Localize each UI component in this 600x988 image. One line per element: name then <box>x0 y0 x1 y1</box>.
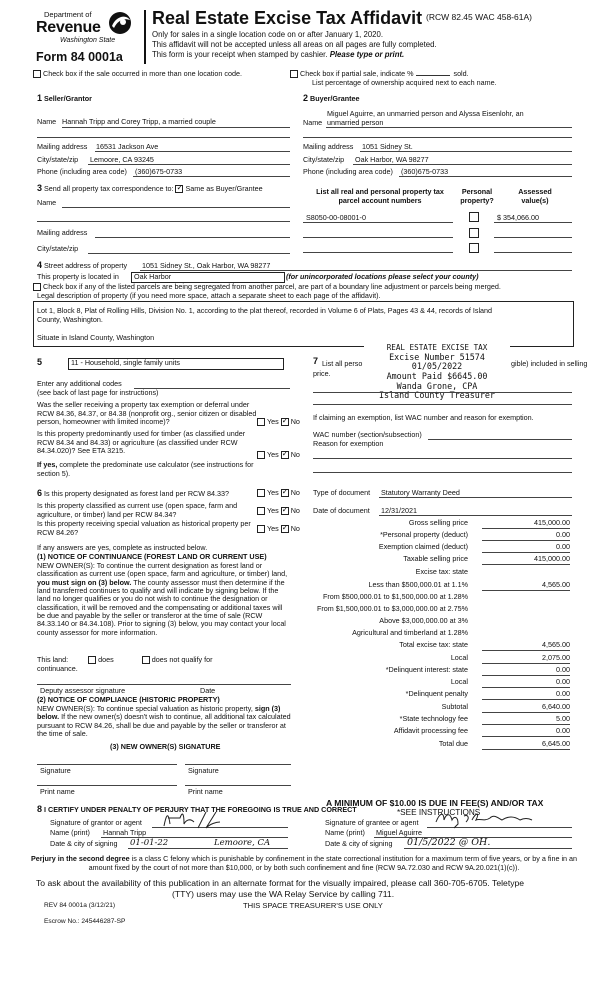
doc-type-label: Type of document <box>313 488 371 497</box>
located-note: (for unincorporated locations please select your county) <box>286 272 479 281</box>
seller-name-line <box>62 127 290 128</box>
seller-mail-label: Mailing address <box>37 142 88 151</box>
deputy-sig-line <box>37 684 291 685</box>
tax-row <box>300 715 570 725</box>
grantor-date-label: Date & city of signing <box>50 839 118 848</box>
legal-line-2: County, Washington. <box>37 315 103 324</box>
tax-row-amount[interactable]: 0.00 <box>482 531 570 541</box>
multi-location-check[interactable]: Check box if the sale occurred in more than one location code. <box>33 70 242 79</box>
additional-codes-label: Enter any additional codes <box>37 379 122 388</box>
see-instructions: *SEE INSTRUCTIONS <box>397 808 481 817</box>
additional-codes-note: (see back of last page for instructions) <box>37 388 159 397</box>
doc-type-line <box>379 497 572 498</box>
dept-line: Department of <box>44 10 92 19</box>
tax-row <box>300 617 570 627</box>
header-note-2: This affidavit will not be accepted unless all areas on all pages are fully completed. <box>152 40 437 49</box>
q-timber: Is this property predominantly used for timber (as classified under RCW 84.34 and 84.33) or agriculture (as classified under RCW 84.34.020)? See ETA 3215. <box>37 429 246 456</box>
segregated-check[interactable]: Check box if any of the listed parcels are being segregated from another parcel, are part of a boundary line adjustment or parcels being merged. <box>33 283 501 292</box>
seller-mail[interactable]: 16531 Jackson Ave <box>96 142 159 151</box>
corr-mail-line <box>95 237 290 238</box>
tax-row-label: *Delinquent penalty <box>405 689 468 698</box>
stamp-name: Wanda Grone, CPA <box>396 380 478 391</box>
buyer-heading: 2 Buyer/Grantee <box>303 93 360 103</box>
property-street-line <box>140 270 572 271</box>
no-checkbox: ✓ <box>281 416 289 426</box>
wac-line <box>428 439 572 440</box>
corr-name-line <box>62 207 290 208</box>
legal-line-3: Situate in Island County, Washington <box>37 333 155 342</box>
assessed-line-1 <box>494 222 572 223</box>
q-historic-yes-no[interactable]: Yes ✓ No <box>257 525 300 534</box>
certify-statement: 8 I CERTIFY UNDER PENALTY OF PERJURY THAT THE FOREGOING IS TRUE AND CORRECT <box>37 804 357 814</box>
minimum-fee-note: A MINIMUM OF $10.00 IS DUE IN FEE(S) AND/OR TAX <box>326 798 544 808</box>
checkbox[interactable] <box>290 70 298 78</box>
owner-sig-label-2: Signature <box>188 766 219 775</box>
q-current-use: Is this property classified as current use (open space, farm and agriculture, or timber) land per RCW 84.34? <box>37 501 238 519</box>
reason-line <box>313 458 572 459</box>
corr-city-label: City/state/zip <box>37 244 79 253</box>
q-forest: 6 Is this property designated as forest land per RCW 84.33? <box>37 488 229 498</box>
tax-row-label: Agricultural and timberland at 1.28% <box>352 628 468 637</box>
buyer-city-line <box>353 164 572 165</box>
q-exemption: Was the seller receiving a property tax exemption or deferral under RCW 84.36, 84.37, or 84.38 (nonprofit org., senior citizen or disabled person, homeowner with limited income)? <box>37 400 257 427</box>
grantor-signature <box>160 808 260 830</box>
tax-row-label: *Personal property (deduct) <box>380 530 468 539</box>
assessed-value[interactable]: $ 354,066.00 <box>497 213 539 222</box>
parcel-line-3 <box>303 252 453 253</box>
legal-box[interactable] <box>33 301 574 347</box>
grantee-sig-label: Signature of grantee or agent <box>325 818 419 827</box>
grantor-name-label: Name (print) <box>50 828 90 837</box>
reason-line-2 <box>313 472 572 473</box>
q-current-use-yes-no[interactable]: Yes ✓ No <box>257 507 300 516</box>
q-historic: Is this property receiving special valuation as historical property per RCW 84.26? <box>37 519 251 537</box>
does-checkbox[interactable] <box>88 656 96 664</box>
sec7-line-2 <box>313 404 572 405</box>
buyer-city[interactable]: Oak Harbor, WA 98277 <box>355 155 429 164</box>
seller-heading: 1 Seller/Grantor <box>37 93 92 103</box>
dept-state: Washington State <box>60 37 116 44</box>
owner-sig-line-1 <box>37 764 177 765</box>
seller-name[interactable]: Hannah Tripp and Corey Tripp, a married couple <box>62 117 216 126</box>
checkbox[interactable] <box>33 283 41 291</box>
assessed-col-header: Assessed value(s) <box>518 187 552 205</box>
grantee-date-line <box>404 848 572 849</box>
tax-row-label: Subtotal <box>441 702 468 711</box>
yes-checkbox <box>257 451 265 459</box>
buyer-name-rule <box>326 127 572 128</box>
tax-row-label: From $500,000.01 to $1,500,000.00 at 1.28% <box>322 592 468 601</box>
seller-city-line <box>88 164 290 165</box>
dept-name: Revenue <box>36 19 101 36</box>
corr-name-label: Name <box>37 198 57 207</box>
tax-row-label: Local <box>450 677 468 686</box>
personal-checkbox-3[interactable] <box>469 243 479 253</box>
tax-row-amount[interactable]: 415,000.00 <box>482 519 570 529</box>
perjury-notice: Perjury in the second degree is a class C felony which is punishable by confinement in the state correctional institution for a maximum term of five years, or by a fine in an amount fixed by the court of not more than $10,000, or by both such confinement and fine (RCW 9A.72.030 and RCW 9A.20.021(1)(c)). <box>30 854 578 872</box>
owner-sig-label-1: Signature <box>40 766 71 775</box>
tax-row-amount[interactable]: 0.00 <box>482 727 570 737</box>
header-note-3: This form is your receipt when stamped by cashier. Please type or print. <box>152 50 405 59</box>
assessed-line-2 <box>494 237 572 238</box>
owner-sig-line-2 <box>185 764 291 765</box>
yes-checkbox <box>257 507 265 515</box>
buyer-city-label: City/state/zip <box>303 155 345 164</box>
no-checkbox: ✓ <box>281 449 289 459</box>
no-checkbox: ✓ <box>281 523 289 533</box>
q-timber-yes-no[interactable]: Yes ✓ No <box>257 451 300 460</box>
tax-row-amount[interactable]: 4,565.00 <box>482 641 570 651</box>
this-land-row: This land: does does not qualify for <box>37 655 213 664</box>
tax-row-label: Gross selling price <box>408 518 468 527</box>
exemption-note: If claiming an exemption, list WAC number and reason for exemption. <box>313 413 534 422</box>
tax-row-label: Affidavit processing fee <box>393 726 468 735</box>
dor-swirl-icon <box>106 10 134 36</box>
header-note-1: Only for sales in a single location code on or after January 1, 2020. <box>152 30 384 39</box>
legal-line-1: Lot 1, Block 8, Plat of Rolling Hills, Division No. 1, according to the plat thereof, recorded in Volume 6 of Plats, Pages 43 & 44, records of Island <box>37 306 493 315</box>
grantor-name[interactable]: Hannah Tripp <box>103 828 147 837</box>
deputy-sig-label: Deputy assessor signature <box>40 686 126 695</box>
property-street[interactable]: 1051 Sidney St., Oak Harbor, WA 98277 <box>142 261 271 270</box>
doc-date-label: Date of document <box>313 506 370 515</box>
escrow-number: Escrow No.: 245446287-SP <box>44 918 126 925</box>
q-timber-note: If yes, complete the predominate use calculator (see instructions for section 5). <box>37 460 254 478</box>
doc-type[interactable]: Statutory Warranty Deed <box>381 488 460 497</box>
tax-row <box>300 605 570 615</box>
personal-checkbox-1[interactable] <box>469 212 479 222</box>
buyer-phone-label: Phone (including area code) <box>303 167 393 176</box>
tax-row-label: Less than $500,000.01 at 1.1% <box>368 580 468 589</box>
notice-compliance-title: (2) NOTICE OF COMPLIANCE (HISTORIC PROPERTY) <box>37 695 220 704</box>
corr-mail-label: Mailing address <box>37 228 88 237</box>
header-divider <box>144 10 146 64</box>
does-not-checkbox[interactable] <box>142 656 150 664</box>
grantee-signature <box>432 806 552 830</box>
tax-row-label: *State technology fee <box>399 714 468 723</box>
parcel-number[interactable]: S8050-00-08001-0 <box>306 213 366 222</box>
assessed-line-3 <box>494 252 572 253</box>
doc-date[interactable]: 12/31/2021 <box>381 506 417 515</box>
tax-row-amount[interactable]: 4,565.00 <box>482 581 570 591</box>
tax-row-amount[interactable]: 0.00 <box>482 543 570 553</box>
tax-row-amount[interactable]: 6,640.00 <box>482 703 570 713</box>
if-any-yes: If any answers are yes, complete as instructed below. <box>37 543 208 552</box>
alternate-format-1: To ask about the availability of this publication in an alternate format for the visually impaired, please call 360-705-6705. Teletype <box>36 878 525 888</box>
same-as-buyer-checkbox[interactable]: ✓ <box>176 183 184 193</box>
section-7-number: 7 <box>313 356 319 366</box>
tax-row <box>300 654 570 664</box>
correspondence-heading: 3 Send all property tax correspondence to: ✓ Same as Buyer/Grantee <box>37 183 263 193</box>
buyer-phone[interactable]: (360)675-0733 <box>401 167 449 176</box>
notice-compliance-text: NEW OWNER(S): To continue special valuation as historic property, sign (3) below. If the new owner(s) doesn't wish to continue, all additional tax calculated pursuant to RCW 84.26, shall be due and payable by the seller or transferor at the time of sale. <box>37 704 291 739</box>
stamp-office: Island County Treasurer <box>379 390 495 401</box>
continuance-label: continuance. <box>37 664 78 673</box>
parcel-line-1 <box>303 222 453 223</box>
tax-row-amount[interactable]: 0.00 <box>482 690 570 700</box>
owner-print-line-1 <box>37 785 177 786</box>
sec7-line-1 <box>313 392 572 393</box>
section-7-text-c: price. <box>313 369 331 378</box>
no-checkbox: ✓ <box>281 505 289 515</box>
corr-city-line <box>88 253 290 254</box>
seller-name-line-2 <box>37 137 290 138</box>
yes-checkbox <box>257 525 265 533</box>
partial-sale-check[interactable]: Check box if partial sale, indicate % sold. <box>290 70 469 79</box>
seller-phone[interactable]: (360)675-0733 <box>135 167 183 176</box>
section-7-text-a: List all perso <box>322 359 363 368</box>
form-revision: REV 84 0001a (3/12/21) <box>44 902 116 909</box>
tax-row <box>300 666 570 676</box>
stamp-header: REAL ESTATE EXCISE TAX <box>386 343 488 352</box>
buyer-mail-line <box>360 151 572 152</box>
personal-col-header: Personal property? <box>460 187 494 205</box>
tax-row-amount[interactable]: 2,075.00 <box>482 654 570 664</box>
personal-checkbox-2[interactable] <box>469 228 479 238</box>
tax-row <box>300 543 570 553</box>
tax-row <box>300 740 570 750</box>
grantor-date[interactable]: 01-01-22 <box>130 838 169 848</box>
partial-sale-note: List percentage of ownership acquired next to each name. <box>312 78 497 87</box>
tax-row <box>300 531 570 541</box>
owner-print-label-1: Print name <box>40 787 75 796</box>
tax-row <box>300 593 570 603</box>
notice-continuance-text: NEW OWNER(S): To continue the current designation as forest land or classification as current use (open space, farm and agriculture, or timber) land, you must sign on (3) below. The county assessor must then determine if the land transferred continues to qualify and will indicate by signing below. If the land no longer qualifies or you do not wish to continue the designation or classification, it will be removed and the compensating or additional taxes will be due and payable by the seller or transferor at the time of sale (RCW 84.33.140 or 84.34.108). Prior to signing (3) below, you may contact your local county assessor for more information. <box>37 561 288 637</box>
stamp-excise: Excise Number 51574 <box>389 351 485 362</box>
yes-checkbox <box>257 489 265 497</box>
grantor-date-line <box>128 848 288 849</box>
tax-row-amount[interactable]: 5.00 <box>482 715 570 725</box>
tax-row-amount[interactable]: 6,645.00 <box>482 740 570 750</box>
tax-row <box>300 555 570 565</box>
stamp-date: 01/05/2022 <box>411 361 463 372</box>
tax-row <box>300 519 570 529</box>
grantee-date-label: Date & city of signing <box>325 839 393 848</box>
page-title: Real Estate Excise Tax Affidavit <box>152 8 423 28</box>
property-street-row: 4 Street address of property <box>37 260 128 270</box>
tax-row-label: Exemption claimed (deduct) <box>378 542 468 551</box>
located-label: This property is located in <box>37 272 119 281</box>
seller-name-label: Name <box>37 117 57 126</box>
parcel-col-header: List all real and personal property tax parcel account numbers <box>316 187 444 205</box>
tax-row <box>300 727 570 737</box>
q-forest-yes-no[interactable]: Yes ✓ No <box>257 489 300 498</box>
seller-city[interactable]: Lemoore, CA 93245 <box>90 155 154 164</box>
tax-row <box>300 703 570 713</box>
tax-row-amount[interactable]: 415,000.00 <box>482 555 570 565</box>
buyer-mail[interactable]: 1051 Sidney St. <box>362 142 413 151</box>
notice-continuance-title: (1) NOTICE OF CONTINUANCE (FOREST LAND OR CURRENT USE) <box>37 552 267 561</box>
seller-city-label: City/state/zip <box>37 155 79 164</box>
treasurer-use-only: THIS SPACE TREASURER'S USE ONLY <box>243 901 383 910</box>
section-7-text-b: gible) included in selling <box>511 359 588 368</box>
deputy-date-label: Date <box>200 686 216 695</box>
tax-row-label: Total excise tax: state <box>399 640 468 649</box>
tax-row-label: Total due <box>438 739 468 748</box>
seller-mail-line <box>95 151 290 152</box>
tax-row-label: *Delinquent interest: state <box>385 665 468 674</box>
tax-row-label: From $1,500,000.01 to $3,000,000.00 at 2.75% <box>316 604 468 613</box>
tax-row <box>300 568 570 578</box>
owner-print-label-2: Print name <box>188 787 223 796</box>
tax-row-label: Taxable selling price <box>403 554 468 563</box>
tax-row <box>300 678 570 688</box>
doc-date-line <box>379 515 572 516</box>
title-statute: (RCW 82.45 WAC 458-61A) <box>426 12 532 22</box>
buyer-name-line1[interactable]: Miguel Aguirre, an unmarried person and Alyssa Eisenlohr, an <box>327 109 524 118</box>
located-select[interactable]: Oak Harbor <box>131 272 285 283</box>
tax-row-amount[interactable]: 0.00 <box>482 666 570 676</box>
legal-label: Legal description of property (if you need more space, attach a separate sheet to each page of the affidavit). <box>37 291 381 300</box>
checkbox[interactable] <box>33 70 41 78</box>
new-owner-sig-title: (3) NEW OWNER(S) SIGNATURE <box>110 742 221 751</box>
tax-row-label: Excise tax: state <box>415 567 468 576</box>
grantor-sig-label: Signature of grantor or agent <box>50 818 142 827</box>
tax-row <box>300 690 570 700</box>
section-5-number: 5 <box>37 357 43 367</box>
buyer-phone-line <box>399 176 572 177</box>
seller-phone-label: Phone (including area code) <box>37 167 127 176</box>
tax-row <box>300 641 570 651</box>
buyer-name-rule-2 <box>303 137 572 138</box>
q-exemption-yes-no[interactable]: Yes ✓ No <box>257 418 300 427</box>
buyer-name-label: Name <box>303 118 323 127</box>
dor-logo <box>36 10 136 46</box>
stamp-paid: Amount Paid $6645.00 <box>386 371 488 382</box>
tax-row-label: Local <box>450 653 468 662</box>
wac-label: WAC number (section/subsection) <box>313 430 422 439</box>
alternate-format-2: (TTY) users may use the WA Relay Service by calling 711. <box>172 889 395 899</box>
buyer-name-line2[interactable]: unmarried person <box>327 118 384 127</box>
tax-row <box>300 581 570 591</box>
grantee-name[interactable]: Miguel Aguirre <box>376 828 422 837</box>
grantor-city[interactable]: Lemoore, CA <box>214 838 271 848</box>
owner-print-line-2 <box>185 785 291 786</box>
form-number: Form 84 0001a <box>36 50 123 64</box>
buyer-mail-label: Mailing address <box>303 142 354 151</box>
land-use-select[interactable]: 11 - Household, single family units <box>68 358 284 370</box>
tax-row <box>300 629 570 639</box>
tax-row-amount[interactable]: 0.00 <box>482 678 570 688</box>
parcel-line-2 <box>303 237 453 238</box>
grantee-date[interactable]: 01/5/2022 @ OH. <box>407 837 491 848</box>
seller-phone-line <box>133 176 290 177</box>
yes-checkbox <box>257 418 265 426</box>
reason-label: Reason for exemption <box>313 439 384 448</box>
no-checkbox: ✓ <box>281 487 289 497</box>
tax-row-label: Above $3,000,000.00 at 3% <box>379 616 468 625</box>
corr-name-line-2 <box>37 221 290 222</box>
grantee-name-label: Name (print) <box>325 828 365 837</box>
